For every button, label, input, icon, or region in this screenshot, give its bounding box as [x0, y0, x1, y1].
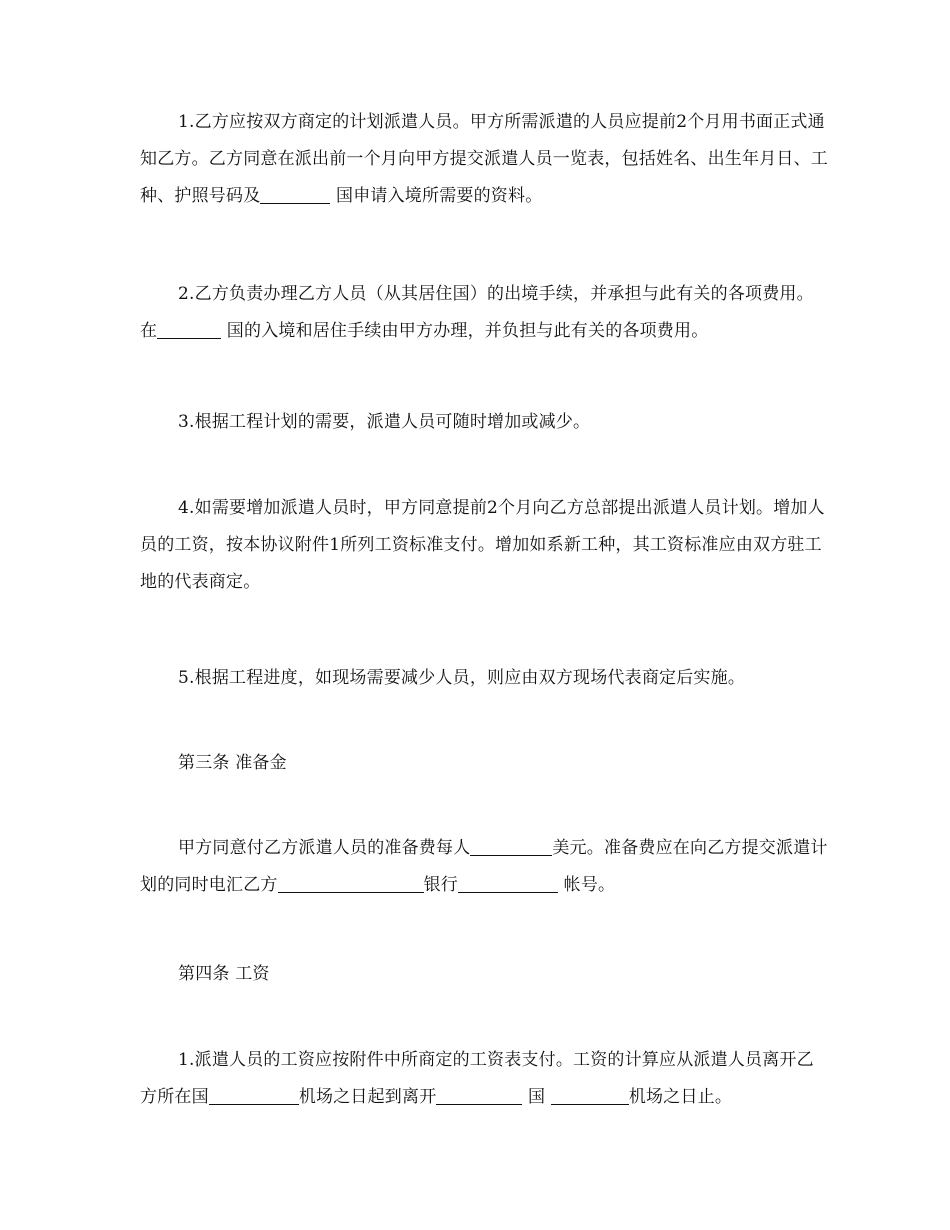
clause-text: 1.乙方应按双方商定的计划派遣人员。甲方所需派遣的人员应提前2个月用书面正式通知乙方。乙方同意在派出前一个月向甲方提交派遣人员一览表，包括姓名、出生年月日、工种、护照号码及 [140, 112, 828, 206]
clause-text: 甲方同意付乙方派遣人员的准备费每人 [178, 838, 471, 858]
clause-2-item-5: 5.根据工程进度，如现场需要减少人员，则应由双方现场代表商定后实施。 [178, 668, 746, 688]
clause-2-item-1 [140, 104, 830, 215]
article-4-item-1 [140, 1042, 830, 1116]
article-3-heading: 第三条 准备金 [178, 753, 287, 773]
clause-text: 国申请入境所需要的资料。 [330, 186, 543, 206]
clause-text: 国 [522, 1087, 551, 1107]
fill-blank[interactable] [436, 1086, 522, 1105]
fill-blank[interactable] [458, 874, 558, 893]
clause-text: 银行 [423, 875, 459, 895]
fill-blank[interactable] [551, 1086, 629, 1105]
clause-2-item-4: 4.如需要增加派遣人员时，甲方同意提前2个月向乙方总部提出派遣人员计划。增加人员的工资，按本协议附件1所列工资标准支付。增加如系新工种，其工资标准应由双方驻工地的代表商定。 [140, 498, 825, 592]
clause-text: 机场之日止。 [628, 1087, 733, 1107]
clause-text: 1.派遣人员的工资应按附件中所商定的工资表支付。工资的计算应从派遣人员离开乙方所在国 [140, 1050, 814, 1107]
clause-text: 美元。准备费应在向乙方提交派遣计划的同时电汇乙方 [140, 838, 828, 895]
fill-blank[interactable] [470, 837, 552, 856]
fill-blank[interactable] [278, 874, 424, 893]
article-4-heading: 第四条 工资 [178, 964, 270, 984]
clause-text: 2.乙方负责办理乙方人员（从其居住国）的出境手续，并承担与此有关的各项费用。在 [140, 284, 814, 341]
clause-text: 机场之日起到离开 [298, 1087, 437, 1107]
fill-blank[interactable] [209, 1086, 299, 1105]
clause-text: 帐号。 [558, 875, 616, 895]
fill-blank[interactable] [157, 320, 221, 339]
clause-2-item-2 [140, 276, 830, 350]
fill-blank[interactable] [260, 185, 330, 204]
clause-2-item-3: 3.根据工程计划的需要，派遣人员可随时增加或减少。 [178, 412, 591, 432]
article-3-text [140, 830, 830, 904]
clause-text: 国的入境和居住手续由甲方办理，并负担与此有关的各项费用。 [221, 321, 709, 341]
